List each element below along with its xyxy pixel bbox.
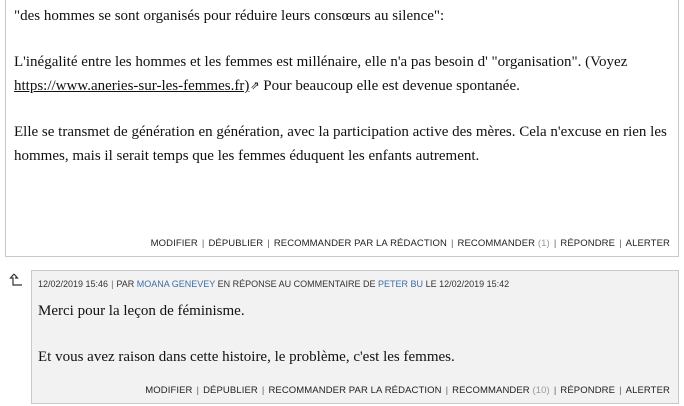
separator: | [445,385,449,396]
separator: | [111,279,114,289]
comment-body [38,299,668,369]
comment-datetime: 12/02/2019 15:46 [38,279,109,289]
recommander-link[interactable] [458,238,550,249]
separator: | [553,238,557,249]
meta-par: PAR [116,279,135,289]
comment-body [14,4,669,168]
recommander-count: (10) [532,385,550,396]
external-link-icon: ⇗ [250,80,260,92]
depublier-link[interactable]: DÉPUBLIER [203,385,258,396]
depublier-link[interactable]: DÉPUBLIER [208,238,264,249]
parent-author-link[interactable]: PETER BU [378,279,424,289]
recommander-redaction-link[interactable]: RECOMMANDER PAR LA RÉDACTION [273,238,447,249]
repondre-link[interactable]: RÉPONDRE [560,238,616,249]
recommander-label: RECOMMANDER [457,238,536,249]
separator: | [619,238,622,249]
paragraph-text: Pour beaucoup elle est devenue spontanée. [259,78,520,94]
separator: | [619,385,622,396]
parent-datetime: LE 12/02/2019 15:42 [425,279,510,289]
meta-en-reponse: EN RÉPONSE AU COMMENTAIRE DE [217,279,376,289]
comment-paragraph: Elle se transmet de génération en génération, avec la participation active des mères. Cela n'excuse en rien les hommes, mais il serait temps que les femmes éduquent les enfants autrement. [14,124,667,164]
separator: | [553,385,557,396]
comment-card [5,0,679,257]
comment-meta [38,279,509,289]
comment-paragraph [14,50,669,98]
separator: | [196,385,200,396]
repondre-link[interactable]: RÉPONDRE [560,385,616,396]
reply-arrow-icon [9,272,25,288]
alerter-link[interactable]: ALERTER [625,385,670,396]
recommander-link[interactable] [452,385,550,396]
recommander-count: (1) [537,238,550,249]
comment-paragraph: "des hommes se sont organisés pour réduire leurs consœurs au silence": [14,8,445,24]
alerter-link[interactable]: ALERTER [625,238,670,249]
separator: | [267,238,270,249]
separator: | [201,238,205,249]
separator: | [450,238,454,249]
comment-actions [151,238,670,249]
modifier-link[interactable]: MODIFIER [150,238,198,249]
comment-actions [145,385,670,396]
reply-comment-card [31,270,679,404]
modifier-link[interactable]: MODIFIER [145,385,193,396]
comment-paragraph: Et vous avez raison dans cette histoire, le problème, c'est les femmes. [38,349,455,365]
paragraph-text: L'inégalité entre les hommes et les femmes est millénaire, elle n'a pas besoin d' "organisation". (Voyez [14,54,628,70]
comment-paragraph: Merci pour la leçon de féminisme. [38,303,245,319]
external-link[interactable]: https://www.aneries-sur-les-femmes.fr) [14,78,250,94]
recommander-redaction-link[interactable]: RECOMMANDER PAR LA RÉDACTION [268,385,442,396]
author-link[interactable]: MOANA GENEVEY [136,279,216,289]
separator: | [261,385,265,396]
recommander-label: RECOMMANDER [452,385,530,396]
